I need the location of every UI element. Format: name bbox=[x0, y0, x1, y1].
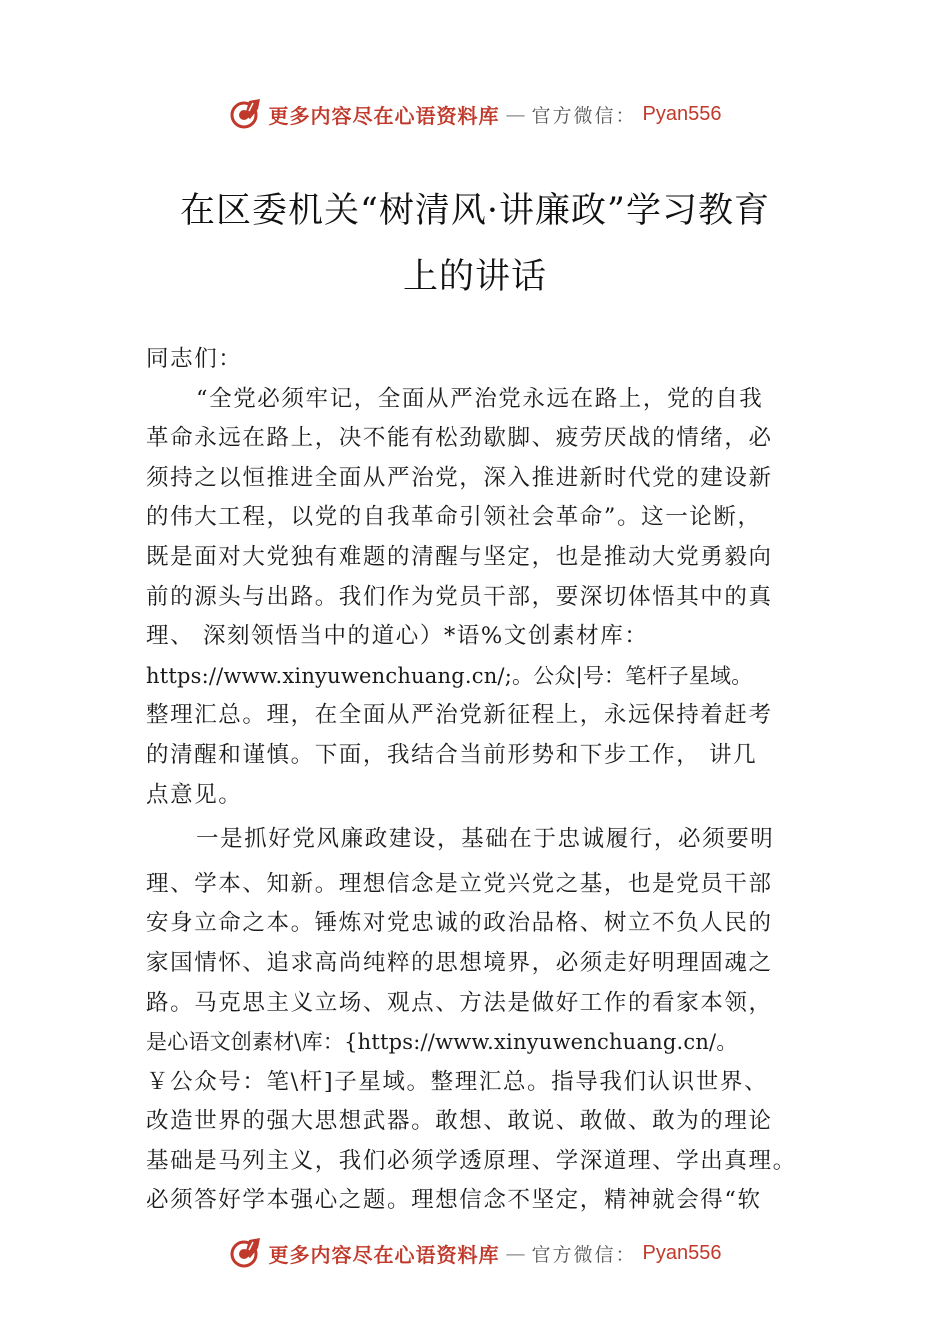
paragraph-2-line: 家国情怀、追求高尚纯粹的思想境界，必须走好明理固魂之 bbox=[146, 949, 773, 976]
paragraph-1-line: “全党必须牢记，全面从严治党永远在路上，党的自我 bbox=[196, 385, 764, 412]
paragraph-2-line: 一是抓好党风廉政建设，基础在于忠诚履行，必须要明 bbox=[196, 826, 775, 853]
watermark-wechat-label: 官方微信： bbox=[531, 1243, 637, 1266]
paragraph-2-line: 安身立命之本。锤炼对党忠诚的政治品格、树立不负人民的 bbox=[146, 910, 773, 937]
paragraph-2-line: 理、学本、知新。理想信念是立党兴党之基，也是党员干部 bbox=[146, 870, 773, 897]
paragraph-1-line: 点意见。 bbox=[146, 781, 243, 808]
paragraph-1-line: 前的源头与出路。我们作为党员干部，要深切体悟其中的真 bbox=[146, 583, 773, 610]
watermark-separator: — bbox=[505, 1241, 526, 1265]
title-line-2: 上的讲话 bbox=[402, 257, 547, 297]
pen-logo-icon bbox=[229, 1236, 263, 1270]
footer-watermark bbox=[0, 1233, 950, 1273]
paragraph-1-line: 的清醒和谨慎。下面，我结合当前形势和下步工作， 讲几 bbox=[146, 741, 758, 768]
title-line-1: 在区委机关“树清风·讲廉政”学习教育 bbox=[180, 191, 770, 231]
header-watermark bbox=[0, 94, 950, 134]
watermark-wechat-label: 官方微信： bbox=[531, 104, 637, 127]
pen-logo-icon bbox=[229, 97, 263, 131]
salutation: 同志们： bbox=[146, 346, 243, 372]
paragraph-1-url-line: https://www.xinyuwenchuang.cn/;。公众|号：笔杆子星域。 bbox=[146, 663, 753, 688]
watermark-brand: 更多内容尽在心语资料库 bbox=[268, 103, 500, 128]
document-body bbox=[146, 340, 826, 1221]
paragraph-1-line: 既是面对大党独有难题的清醒与坚定，也是推动大党勇毅向 bbox=[146, 543, 773, 570]
paragraph-2-line: 必须答好学本强心之题。理想信念不坚定，精神就会得“软 bbox=[146, 1187, 762, 1214]
paragraph-2-line: 改造世界的强大思想武器。敢想、敢说、敢做、敢为的理论 bbox=[146, 1108, 773, 1135]
paragraph-2-line: 基础是马列主义，我们必须学透原理、学深道理、学出真理。 bbox=[146, 1147, 797, 1174]
watermark-wechat-id: Pyan556 bbox=[642, 102, 722, 125]
paragraph-2-line: ￥公众号：笔\杆]子星域。整理汇总。指导我们认识世界、 bbox=[146, 1068, 769, 1095]
watermark-brand: 更多内容尽在心语资料库 bbox=[268, 1242, 500, 1267]
watermark-separator: — bbox=[505, 102, 526, 126]
paragraph-1-line: 须持之以恒推进全面从严治党，深入推进新时代党的建设新 bbox=[146, 464, 773, 491]
paragraph-1-line: 的伟大工程，以党的自我革命引领社会革命”。这一论断， bbox=[146, 504, 762, 531]
paragraph-1-line: 理、 深刻领悟当中的道心）*语%文创素材库： bbox=[146, 623, 649, 650]
document-title bbox=[0, 178, 950, 310]
paragraph-2-line: 路。马克思主义立场、观点、方法是做好工作的看家本领， bbox=[146, 989, 773, 1016]
paragraph-2-url-line: 是心语文创素材\库：{https://www.xinyuwenchuang.cn/。 bbox=[146, 1030, 738, 1055]
watermark-wechat-id: Pyan556 bbox=[642, 1241, 722, 1264]
paragraph-1-line: 整理汇总。理，在全面从严治党新征程上，永远保持着赶考 bbox=[146, 702, 773, 729]
paragraph-1-line: 革命永远在路上，决不能有松劲歇脚、疲劳厌战的情绪，必 bbox=[146, 425, 773, 452]
